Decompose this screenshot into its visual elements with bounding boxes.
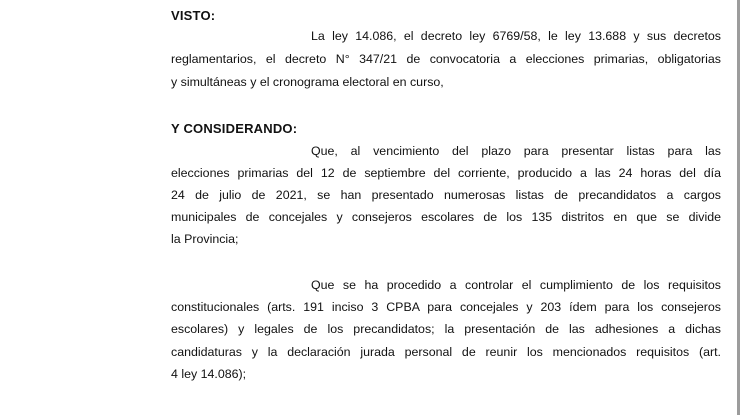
- p2-line-3: escolares) y legales de los precandidatos; la presentación de las adhesiones a dichas: [171, 322, 721, 336]
- visto-line-1: La ley 14.086, el decreto ley 6769/58, le ley 13.688 y sus decretos: [311, 29, 721, 43]
- p1-line-5: la Provincia;: [171, 232, 239, 246]
- p1-line-2: elecciones primarias del 12 de septiembre del corriente, producido a las 24 horas del día: [171, 166, 721, 180]
- p2-line-4: candidaturas y la declaración jurada personal de reunir los mencionados requisitos (art.: [171, 345, 721, 359]
- visto-line-3: y simultáneas y el cronograma electoral en curso,: [171, 75, 444, 89]
- p2-line-5: 4 ley 14.086);: [171, 367, 247, 381]
- considerando-heading: Y CONSIDERANDO:: [171, 121, 298, 136]
- p1-line-1: Que, al vencimiento del plazo para presentar listas para las: [311, 144, 721, 158]
- p1-line-4: municipales de concejales y consejeros escolares de los 135 distritos en que se divide: [171, 210, 721, 224]
- visto-line-2: reglamentarios, el decreto N° 347/21 de convocatoria a elecciones primarias, obligatorias: [171, 52, 721, 66]
- p2-line-2: constitucionales (arts. 191 inciso 3 CPBA para concejales y 203 ídem para los consejeros: [171, 300, 721, 314]
- p1-line-3: 24 de julio de 2021, se han presentado numerosas listas de precandidatos a cargos: [171, 188, 721, 202]
- visto-heading: VISTO:: [171, 8, 216, 23]
- p2-line-1: Que se ha procedido a controlar el cumplimiento de los requisitos: [311, 278, 721, 292]
